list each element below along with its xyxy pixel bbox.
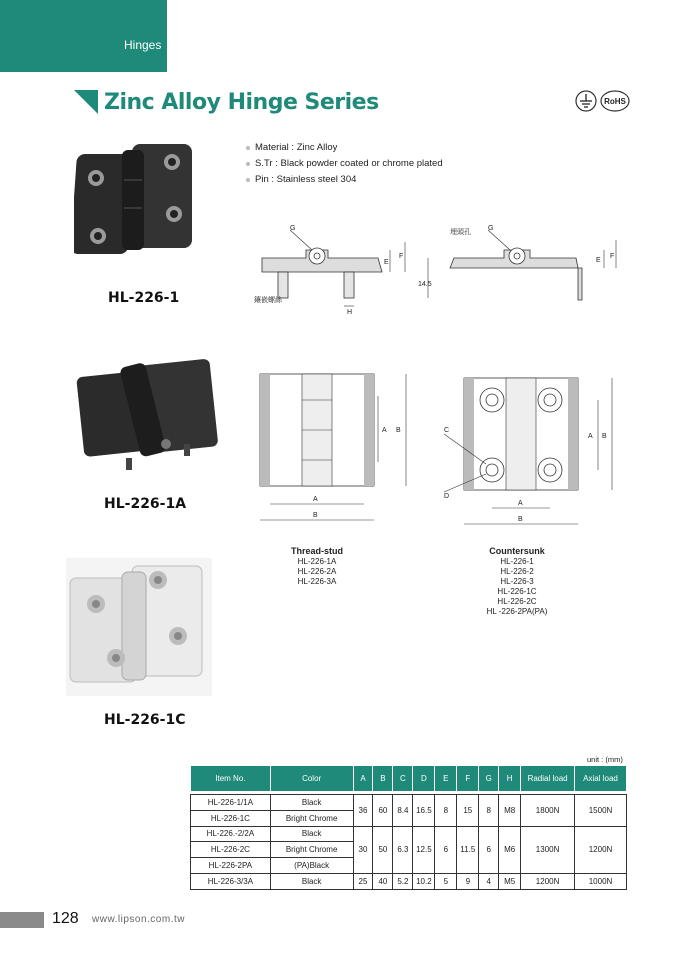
section-tab <box>0 0 167 72</box>
cell-g: 6 <box>479 826 499 873</box>
side-view-countersunk-drawing <box>444 218 624 308</box>
dim-label-g: G <box>290 225 296 232</box>
cell-h: M5 <box>499 873 521 889</box>
cell-e: 5 <box>435 873 457 889</box>
hole-note: 埋頭孔 <box>450 229 471 236</box>
cell-color: Black <box>270 826 353 842</box>
cell-radial: 1200N <box>521 873 575 889</box>
cell-axial: 1200N <box>575 826 627 873</box>
cell-color: (PA)Black <box>270 858 353 874</box>
col-header: D <box>413 766 435 792</box>
dim-label-d: D <box>444 493 450 500</box>
stud-note: 鑲嵌螺絲 <box>254 297 282 304</box>
title-triangle-icon <box>74 90 98 114</box>
thread-stud-heading: Thread-stud <box>290 546 343 556</box>
col-header: Radial load <box>521 766 575 792</box>
unit-note: unit : (mm) <box>587 755 623 764</box>
cell-item: HL-226-1/1A <box>191 795 271 811</box>
variant-item: HL-226-1C <box>497 587 537 596</box>
cell-h: M6 <box>499 826 521 873</box>
dim-label-b-cs: B <box>602 433 607 440</box>
cell-b: 50 <box>373 826 393 873</box>
variant-item: HL-226-3A <box>297 577 337 586</box>
cell-radial: 1800N <box>521 795 575 827</box>
cell-c: 8.4 <box>393 795 413 827</box>
cell-item: HL-226.-2/2A <box>191 826 271 842</box>
cell-axial: 1500N <box>575 795 627 827</box>
cell-e: 8 <box>435 795 457 827</box>
variant-item: HL -226-2PA(PA) <box>486 607 548 616</box>
variant-item: HL-226-2 <box>500 567 534 576</box>
side-view-thread-drawing <box>250 218 440 318</box>
cell-color: Black <box>270 795 353 811</box>
col-header: C <box>393 766 413 792</box>
col-header: A <box>353 766 373 792</box>
cell-color: Black <box>270 873 353 889</box>
col-header: E <box>435 766 457 792</box>
dim-label-a-cs-bottom: A <box>518 500 523 507</box>
spec-table <box>190 765 627 890</box>
dim-label-c: C <box>444 427 450 434</box>
dim-label-a-bottom: A <box>313 496 318 503</box>
front-view-thread-drawing <box>256 370 416 530</box>
dim-label-h: H <box>347 309 353 316</box>
variant-item: HL-226-2C <box>497 597 537 606</box>
col-header: H <box>499 766 521 792</box>
dim-label-14-5: 14.5 <box>418 281 432 288</box>
table-row <box>191 873 627 889</box>
page-number: 128 <box>52 910 79 927</box>
variant-item: HL-226-2A <box>297 567 337 576</box>
variant-item: HL-226-1 <box>500 557 534 566</box>
countersunk-heading: Countersunk <box>489 546 545 556</box>
cell-color: Bright Chrome <box>270 842 353 858</box>
cell-item: HL-226-2PA <box>191 858 271 874</box>
model-label-226-1a: HL-226-1A <box>104 496 187 512</box>
rohs-badge-text: RoHS <box>604 97 626 106</box>
thread-stud-variants <box>268 546 366 587</box>
table-row <box>191 795 627 811</box>
footer-bar <box>0 912 44 928</box>
hinge-photo-226-1a <box>72 352 222 474</box>
page-title: Zinc Alloy Hinge Series <box>104 89 379 115</box>
dim-label-a-cs: A <box>588 433 593 440</box>
variant-item: HL-226-3 <box>500 577 534 586</box>
page-title-block <box>74 88 379 116</box>
cell-f: 15 <box>457 795 479 827</box>
dim-label-a-front: A <box>382 427 387 434</box>
rohs-badge-icon <box>600 90 630 112</box>
cell-e: 6 <box>435 826 457 873</box>
model-label-226-1c: HL-226-1C <box>104 712 186 728</box>
cell-c: 6.3 <box>393 826 413 873</box>
dim-label-e-2: E <box>596 257 601 264</box>
dim-label-g-2: G <box>488 225 494 232</box>
cell-g: 4 <box>479 873 499 889</box>
cell-f: 11.5 <box>457 826 479 873</box>
col-header: G <box>479 766 499 792</box>
dim-label-f: F <box>399 253 404 260</box>
col-header: F <box>457 766 479 792</box>
cell-axial: 1000N <box>575 873 627 889</box>
cell-d: 16.5 <box>413 795 435 827</box>
cell-d: 12.5 <box>413 826 435 873</box>
model-label-226-1: HL-226-1 <box>108 290 180 306</box>
cell-b: 60 <box>373 795 393 827</box>
dim-label-b-cs-bottom: B <box>518 516 523 523</box>
cell-g: 8 <box>479 795 499 827</box>
cell-color: Bright Chrome <box>270 810 353 826</box>
hinge-photo-226-1 <box>74 140 198 266</box>
dim-label-b-front: B <box>396 427 401 434</box>
dim-label-e: E <box>384 259 389 266</box>
section-tab-label: Hinges <box>124 38 162 52</box>
cell-item: HL-226-2C <box>191 842 271 858</box>
dim-label-f-2: F <box>610 253 615 260</box>
table-header-row <box>191 766 627 792</box>
variant-item: HL-226-1A <box>297 557 337 566</box>
cell-a: 30 <box>353 826 373 873</box>
spec-pin: Pin : Stainless steel 304 <box>246 172 443 188</box>
cell-f: 9 <box>457 873 479 889</box>
hinge-photo-226-1c <box>66 558 212 696</box>
countersunk-variants <box>470 546 564 617</box>
col-header: Item No. <box>191 766 271 792</box>
front-view-countersunk-drawing <box>432 374 618 528</box>
spec-material: Material : Zinc Alloy <box>246 140 443 156</box>
spec-surface: S.Tr : Black powder coated or chrome plated <box>246 156 443 172</box>
spec-list <box>246 140 443 188</box>
website-link[interactable]: www.lipson.com.tw <box>92 914 185 925</box>
cell-item: HL-226-1C <box>191 810 271 826</box>
cell-radial: 1300N <box>521 826 575 873</box>
dim-label-b-bottom: B <box>313 512 318 519</box>
cell-b: 40 <box>373 873 393 889</box>
table-row <box>191 826 627 842</box>
ground-symbol-icon <box>575 90 597 112</box>
cell-item: HL-226-3/3A <box>191 873 271 889</box>
cell-c: 5.2 <box>393 873 413 889</box>
cell-d: 10.2 <box>413 873 435 889</box>
col-header: Axial load <box>575 766 627 792</box>
col-header: B <box>373 766 393 792</box>
cell-a: 36 <box>353 795 373 827</box>
cell-h: M8 <box>499 795 521 827</box>
cell-a: 25 <box>353 873 373 889</box>
col-header: Color <box>270 766 353 792</box>
